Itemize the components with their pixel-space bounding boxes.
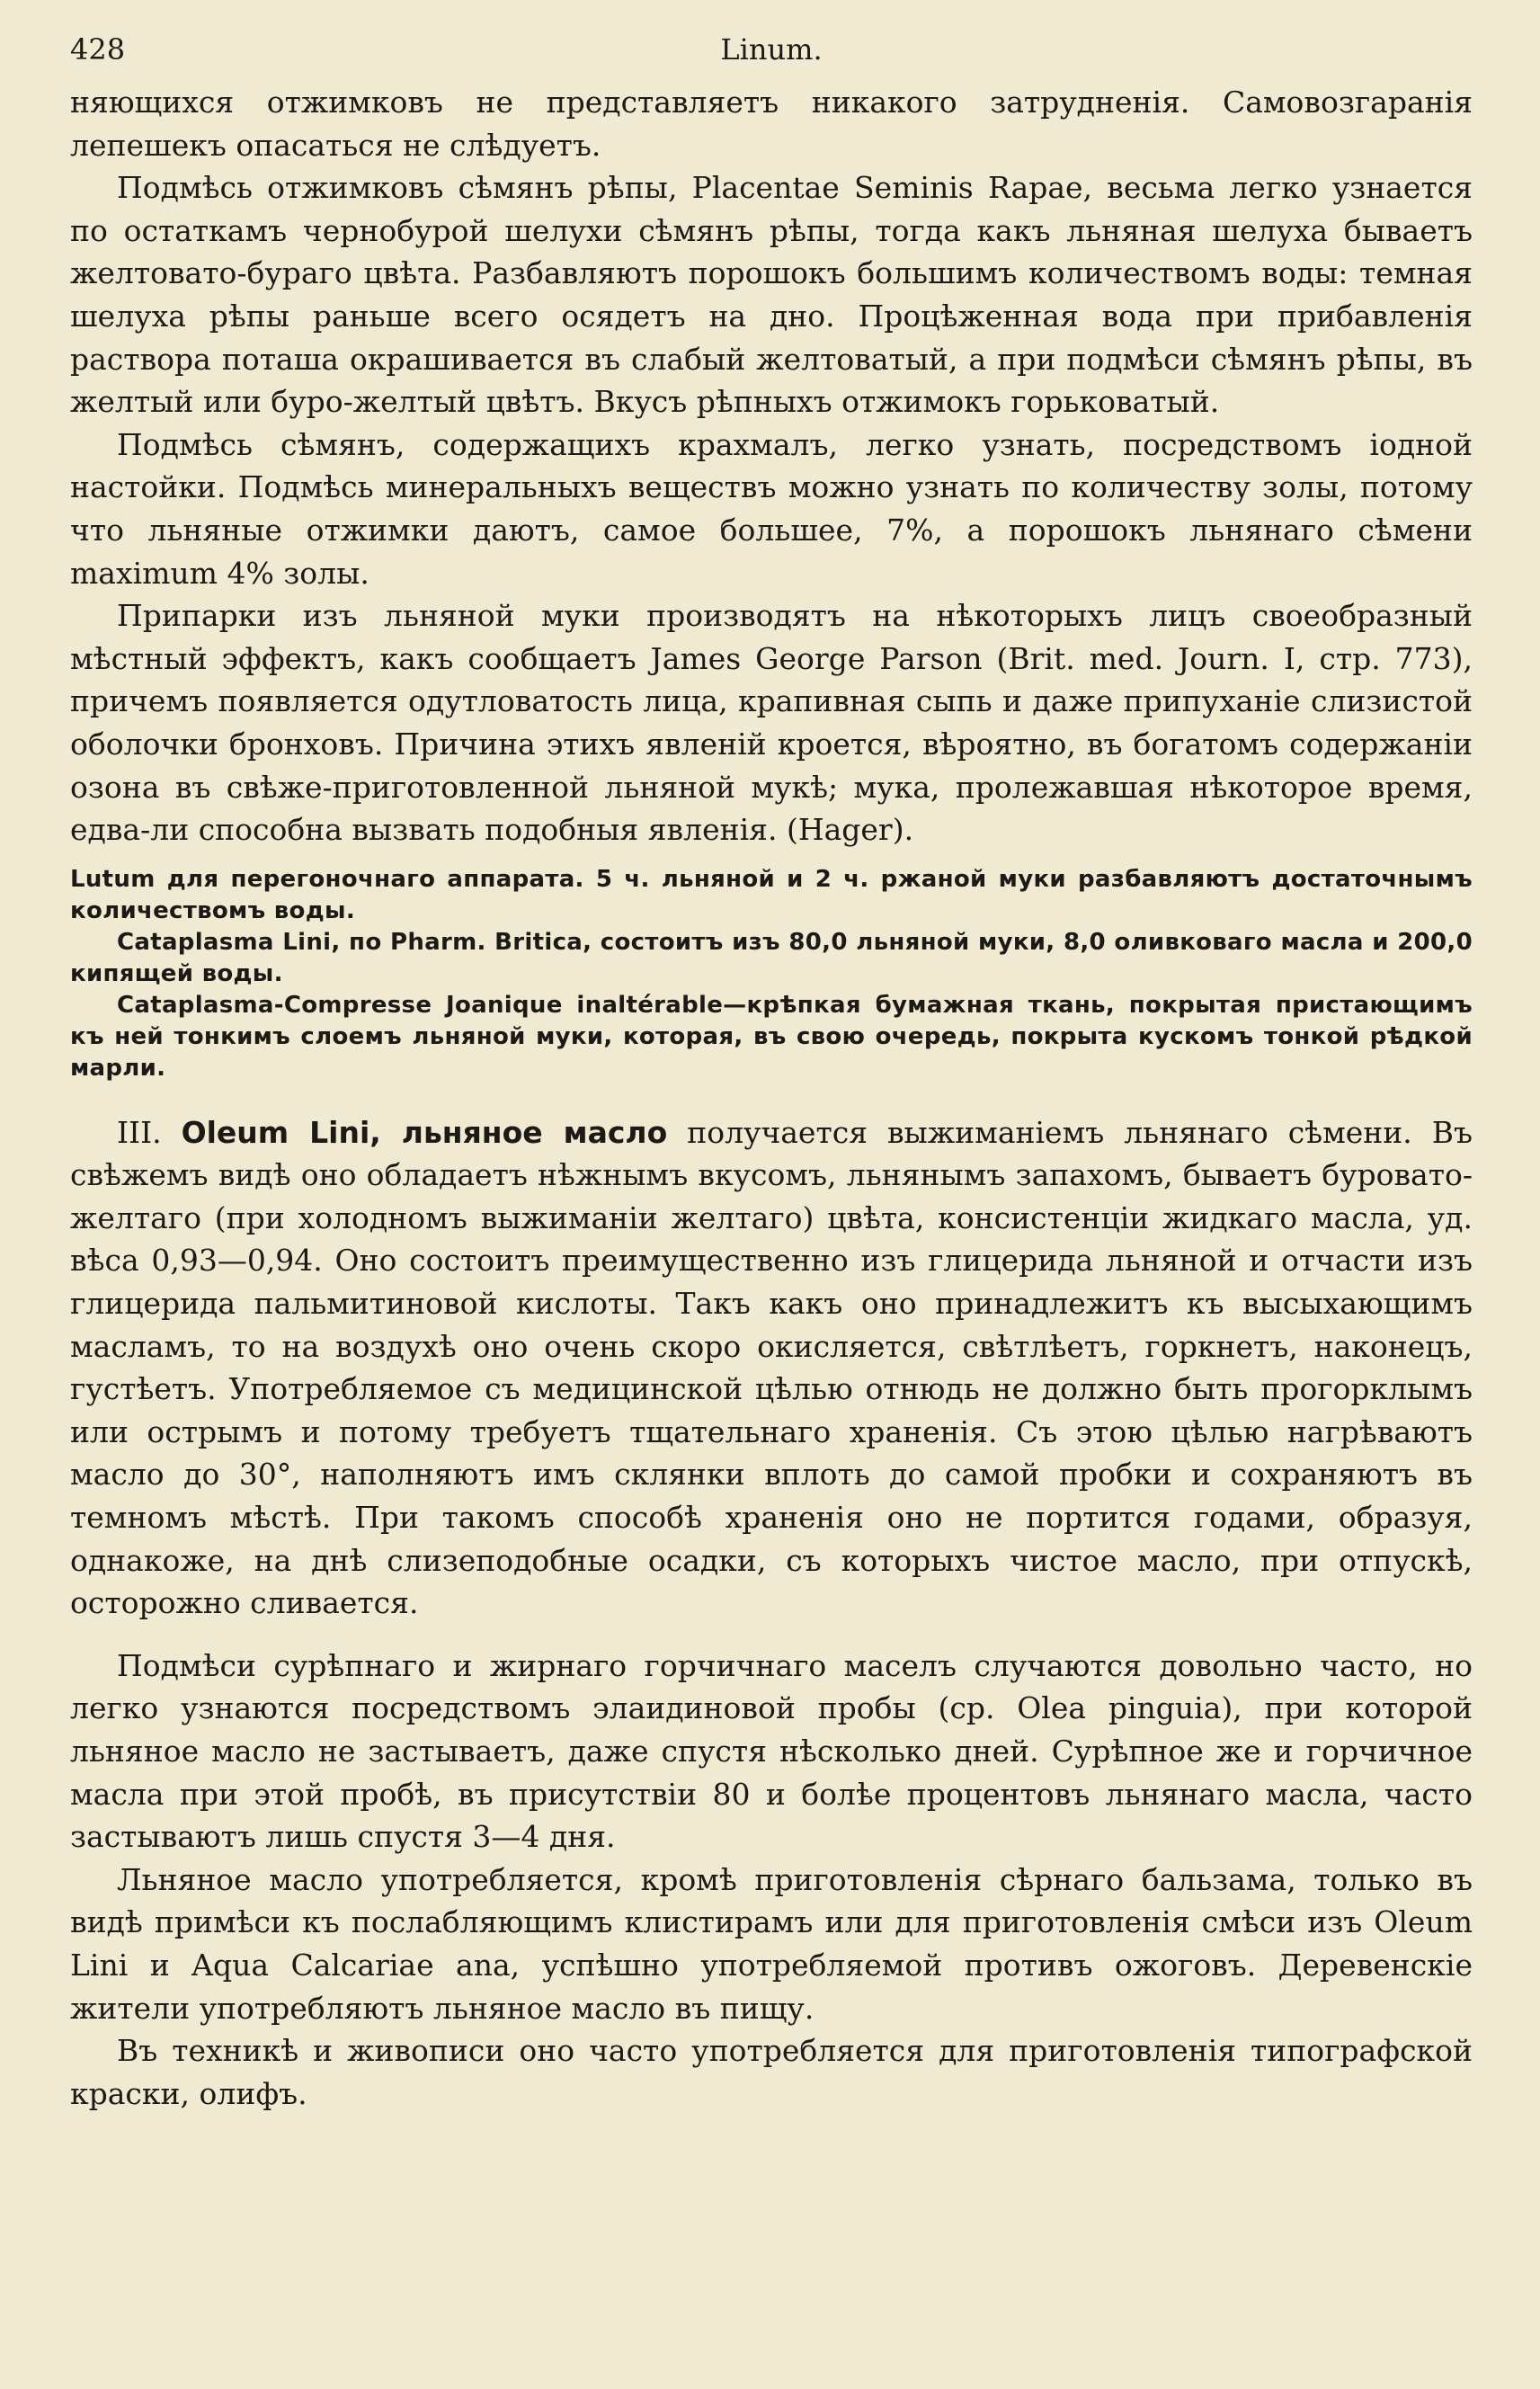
page-header — [70, 27, 1473, 81]
paragraph-oil-uses: Льняное масло употребляется, кромѣ приготовленія сѣрнаго бальзама, только въ видѣ примѣси къ послабляющимъ клистирамъ или для приготовленія смѣси изъ Oleum Lini и Aqua Calcariae ana, успѣшно употребляемой противъ ожоговъ. Деревенскіе жители употребляютъ льняное масло въ пищу. — [70, 1861, 1473, 2026]
note-cataplasma-compresse: Cataplasma-Compresse Joanique inaltérable—крѣпкая бумажная ткань, покрытая пристающимъ къ ней тонкимъ слоемъ льняной муки, которая, въ свою очередь, покрыта кускомъ тонкой рѣдкой марли. — [70, 991, 1473, 1082]
paragraph-oil-technical: Въ техникѣ и живописи оно часто употребляется для приготовленія типографской краски, олифъ. — [70, 2033, 1473, 2111]
running-title: Linum. — [720, 32, 823, 67]
section-text: получается выжиманіемъ льнянаго сѣмени. Въ свѣжемъ видѣ оно обладаетъ нѣжнымъ вкусомъ, льнянымъ запахомъ, бываетъ буровато-желтаго (при холодномъ выжиманіи желтаго) цвѣта, консистенціи жидкаго масла, уд. вѣса 0,93—0,94. Оно состоитъ преимущественно изъ глицерида льняной и отчасти изъ глицерида пальмитиновой кислоты. Такъ какъ оно принадлежитъ къ высыхающимъ масламъ, то на воздухѣ оно очень скоро окисляется, свѣтлѣетъ, горкнетъ, наконецъ, густѣетъ. Употребляемое съ медицинской цѣлью отнюдь не должно быть прогорклымъ или острымъ и потому требуетъ тщательнаго храненія. Съ этою цѣлью нагрѣваютъ масло до 30°, наполняютъ имъ склянки вплоть до самой пробки и сохраняютъ въ темномъ мѣстѣ. При такомъ способѣ храненія оно не портится годами, образуя, однакоже, на днѣ слизеподобные осадки, съ которыхъ чистое масло, при отпускѣ, осторожно сливается. — [70, 1114, 1473, 1621]
paragraph-poultice-effect: Припарки изъ льняной муки производятъ на нѣкоторыхъ лицъ своеобразный мѣстный эффектъ, какъ сообщаетъ James George Parson (Brit. med. Journ. I, стр. 773), причемъ появляется одутловатость лица, крапивная сыпь и даже припуханіе слизистой оболочки бронховъ. Причина этихъ явленій кроется, вѣроятно, въ богатомъ содержаніи озона въ свѣже-приготовленной льняной мукѣ; мука, пролежавшая нѣкоторое время, едва-ли способна вызвать подобныя явленія. (Hager). — [70, 598, 1473, 848]
section-numeral: III. — [117, 1114, 162, 1150]
paragraph-continuation: няющихся отжимковъ не представляетъ никакого затрудненія. Самовозгаранія лепешекъ опасаться не слѣдуетъ. — [70, 85, 1473, 163]
note-lutum: Lutum для перегоночнаго аппарата. 5 ч. льняной и 2 ч. ржаной муки разбавляютъ достаточнымъ количествомъ воды. — [70, 865, 1473, 924]
page-number: 428 — [70, 32, 126, 67]
small-notes — [70, 864, 1473, 1084]
paragraph-oil-admixtures: Подмѣси сурѣпнаго и жирнаго горчичнаго маселъ случаются довольно часто, но легко узнаются посредствомъ элаидиновой пробы (ср. Olea pinguia), при которой льняное масло не застываетъ, даже спустя нѣсколько дней. Сурѣпное же и горчичное масла при этой пробѣ, въ присутствіи 80 и болѣе процентовъ льнянаго масла, часто застываютъ лишь спустя 3—4 дня. — [70, 1647, 1473, 1855]
section-oleum-lini — [70, 1111, 1473, 1625]
paragraph-rapeseed-admixture: Подмѣсь отжимковъ сѣмянъ рѣпы, Placentae Seminis Rapae, весьма легко узнается по остаткамъ чернобурой шелухи сѣмянъ рѣпы, тогда какъ льняная шелуха бываетъ желтовато-бураго цвѣта. Разбавляютъ порошокъ большимъ количествомъ воды: темная шелуха рѣпы раньше всего осядетъ на дно. Процѣженная вода при прибавленія раствора поташа окрашивается въ слабый желтоватый, а при подмѣси сѣмянъ рѣпы, въ желтый или буро-желтый цвѣтъ. Вкусъ рѣпныхъ отжимокъ горьковатый. — [70, 170, 1473, 420]
paragraph-starch-admixture: Подмѣсь сѣмянъ, содержащихъ крахмалъ, легко узнать, посредствомъ іодной настойки. Подмѣсь минеральныхъ веществъ можно узнать по количеству золы, потому что льняные отжимки даютъ, самое большее, 7%, а порошокъ льнянаго сѣмени maximum 4% золы. — [70, 426, 1473, 591]
note-cataplasma-lini: Cataplasma Lini, по Pharm. Britica, состоитъ изъ 80,0 льняной муки, 8,0 оливковаго масла и 200,0 кипящей воды. — [70, 928, 1473, 987]
section-term: Oleum Lini, льняное масло — [181, 1114, 668, 1150]
